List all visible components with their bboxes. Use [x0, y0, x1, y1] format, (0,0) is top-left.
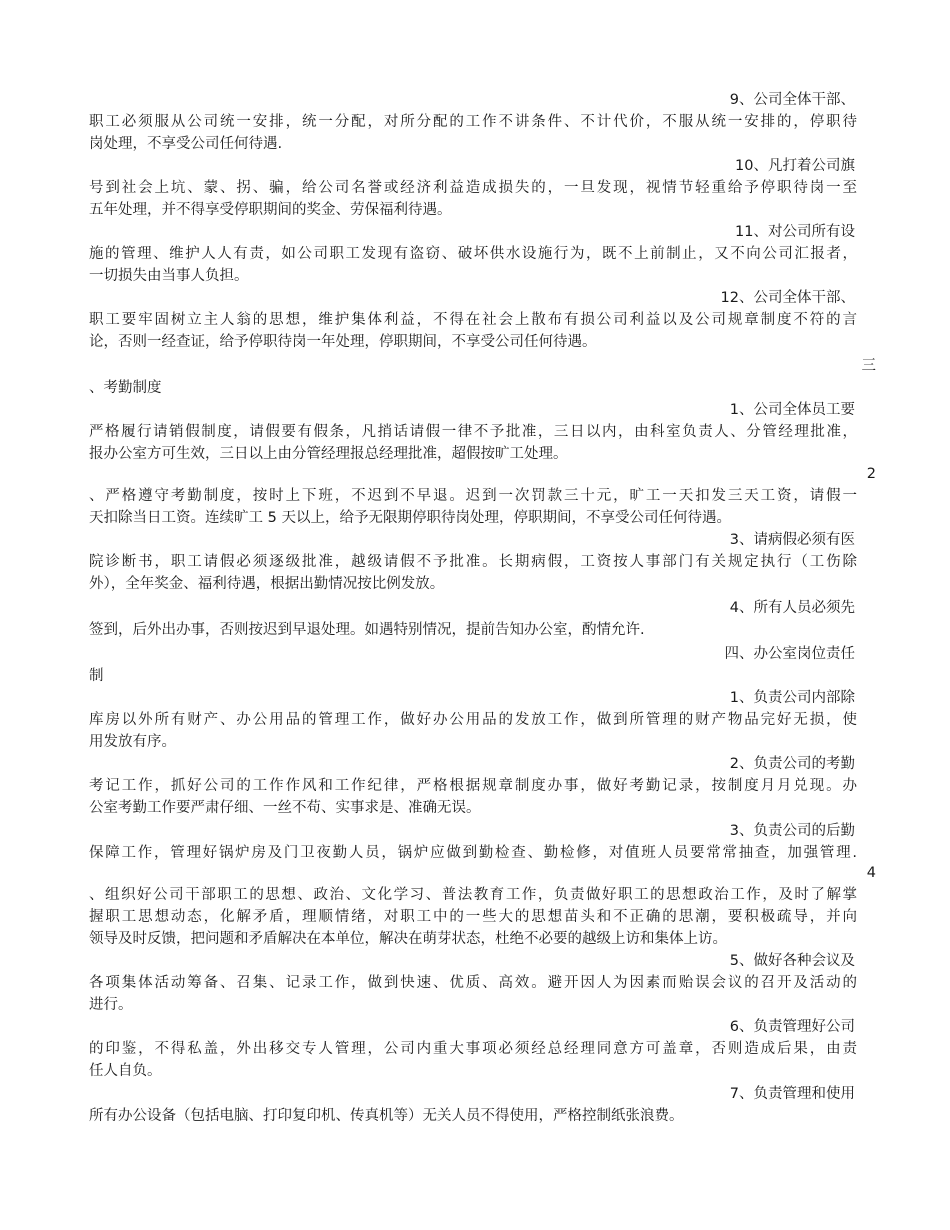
attendance-item-2-number: 2 — [866, 466, 876, 482]
item-12-heading: 12、公司全体干部、 — [720, 290, 855, 306]
paragraph-line: 论，否则一经查证，给予停职待岗一年处理，停职期间，不享受公司任何待遇。 — [89, 334, 597, 350]
paragraph-line: 考记工作，抓好公司的工作作风和工作纪律，严格根据规章制度办事，做好考勤记录，按制度月月兑现。办 — [89, 778, 857, 794]
paragraph-line: 岗处理，不享受公司任何待遇. — [89, 136, 283, 152]
paragraph-line: 领导及时反馈，把问题和矛盾解决在本单位，解决在萌芽状态，杜绝不必要的越级上访和集体上访。 — [89, 931, 727, 947]
office-item-6-heading: 6、负责管理好公司 — [729, 1019, 855, 1035]
paragraph-line: 报办公室方可生效，三日以上由分管经理报总经理批准，超假按旷工处理。 — [89, 446, 568, 462]
paragraph-line: 、组织好公司干部职工的思想、政治、文化学习、普法教育工作，负责做好职工的思想政治工作，及时了解掌 — [89, 887, 857, 903]
paragraph-line: 库房以外所有财产、办公用品的管理工作，做好办公用品的发放工作，做到所管理的财产物品完好无损，使 — [89, 712, 857, 728]
attendance-item-3-heading: 3、请病假必须有医 — [729, 532, 855, 548]
office-item-1-heading: 1、负责公司内部除 — [729, 690, 855, 706]
paragraph-line: 各项集体活动筹备、召集、记录工作，做到快速、优质、高效。避开因人为因素而贻误会议的召开及活动的 — [89, 975, 857, 991]
item-9-heading: 9、公司全体干部、 — [729, 92, 855, 108]
item-10-heading: 10、凡打着公司旗 — [735, 158, 855, 174]
paragraph-line: 严格履行请销假制度，请假要有假条，凡捎话请假一律不予批准，三日以内，由科室负责人、分管经理批准， — [89, 424, 857, 440]
paragraph-line: 的印鉴，不得私盖，外出移交专人管理，公司内重大事项必须经总经理同意方可盖章，否则造成后果，由责 — [89, 1041, 857, 1057]
paragraph-line: 所有办公设备（包括电脑、打印复印机、传真机等）无关人员不得使用，严格控制纸张浪费。 — [89, 1108, 684, 1124]
paragraph-line: 施的管理、维护人人有责，如公司职工发现有盗窃、破坏供水设施行为，既不上前制止，又不向公司汇报者， — [89, 246, 857, 262]
paragraph-line: 公室考勤工作要严肃仔细、一丝不苟、实事求是、准确无误。 — [89, 800, 481, 816]
paragraph-line: 、严格遵守考勤制度，按时上下班，不迟到不早退。迟到一次罚款三十元，旷工一天扣发三天工资，请假一 — [89, 488, 857, 504]
office-item-5-heading: 5、做好各种会议及 — [729, 953, 855, 969]
paragraph-line: 进行。 — [89, 997, 133, 1013]
section-4-title: 四、办公室岗位责任 — [724, 646, 855, 662]
paragraph-line: 五年处理，并不得享受停职期间的奖金、劳保福利待遇。 — [89, 202, 452, 218]
section-4-title-continued: 制 — [89, 668, 104, 684]
section-3-number: 三 — [861, 358, 876, 374]
item-11-heading: 11、对公司所有设 — [735, 224, 855, 240]
paragraph-line: 用发放有序。 — [89, 734, 176, 750]
paragraph-line: 职工必须服从公司统一安排，统一分配，对所分配的工作不讲条件、不计代价，不服从统一安排的，停职待 — [89, 114, 857, 130]
office-item-2-heading: 2、负责公司的考勤 — [729, 756, 855, 772]
paragraph-line: 天扣除当日工资。连续旷工 5 天以上，给予无限期停职待岗处理，停职期间，不享受公司任何待遇。 — [89, 510, 731, 526]
paragraph-line: 握职工思想动态，化解矛盾，理顺情绪，对职工中的一些大的思想苗头和不正确的思潮，要积极疏导，并向 — [89, 909, 857, 925]
paragraph-line: 院诊断书，职工请假必须逐级批准，越级请假不予批准。长期病假，工资按人事部门有关规定执行（工伤除 — [89, 554, 857, 570]
office-item-7-heading: 7、负责管理和使用 — [729, 1086, 855, 1102]
paragraph-line: 保障工作，管理好锅炉房及门卫夜勤人员，锅炉应做到勤检查、勤检修，对值班人员要常常抽查，加强管理. — [89, 845, 857, 861]
paragraph-line: 外），全年奖金、福利待遇，根据出勤情况按比例发放。 — [89, 576, 445, 592]
attendance-item-1-heading: 1、公司全体员工要 — [729, 402, 855, 418]
office-item-4-number: 4 — [866, 865, 876, 881]
section-3-title: 、考勤制度 — [89, 380, 162, 396]
office-item-3-heading: 3、负责公司的后勤 — [729, 823, 855, 839]
paragraph-line: 号到社会上坑、蒙、拐、骗，给公司名誉或经济利益造成损失的，一旦发现，视情节轻重给予停职待岗一至 — [89, 180, 857, 196]
paragraph-line: 一切损失由当事人负担。 — [89, 268, 249, 284]
paragraph-line: 签到，后外出办事，否则按迟到早退处理。如遇特别情况，提前告知办公室，酌情允许. — [89, 622, 645, 638]
paragraph-line: 任人自负。 — [89, 1063, 162, 1079]
attendance-item-4-heading: 4、所有人员必须先 — [729, 600, 855, 616]
paragraph-line: 职工要牢固树立主人翁的思想，维护集体利益，不得在社会上散布有损公司利益以及公司规章制度不符的言 — [89, 312, 857, 328]
